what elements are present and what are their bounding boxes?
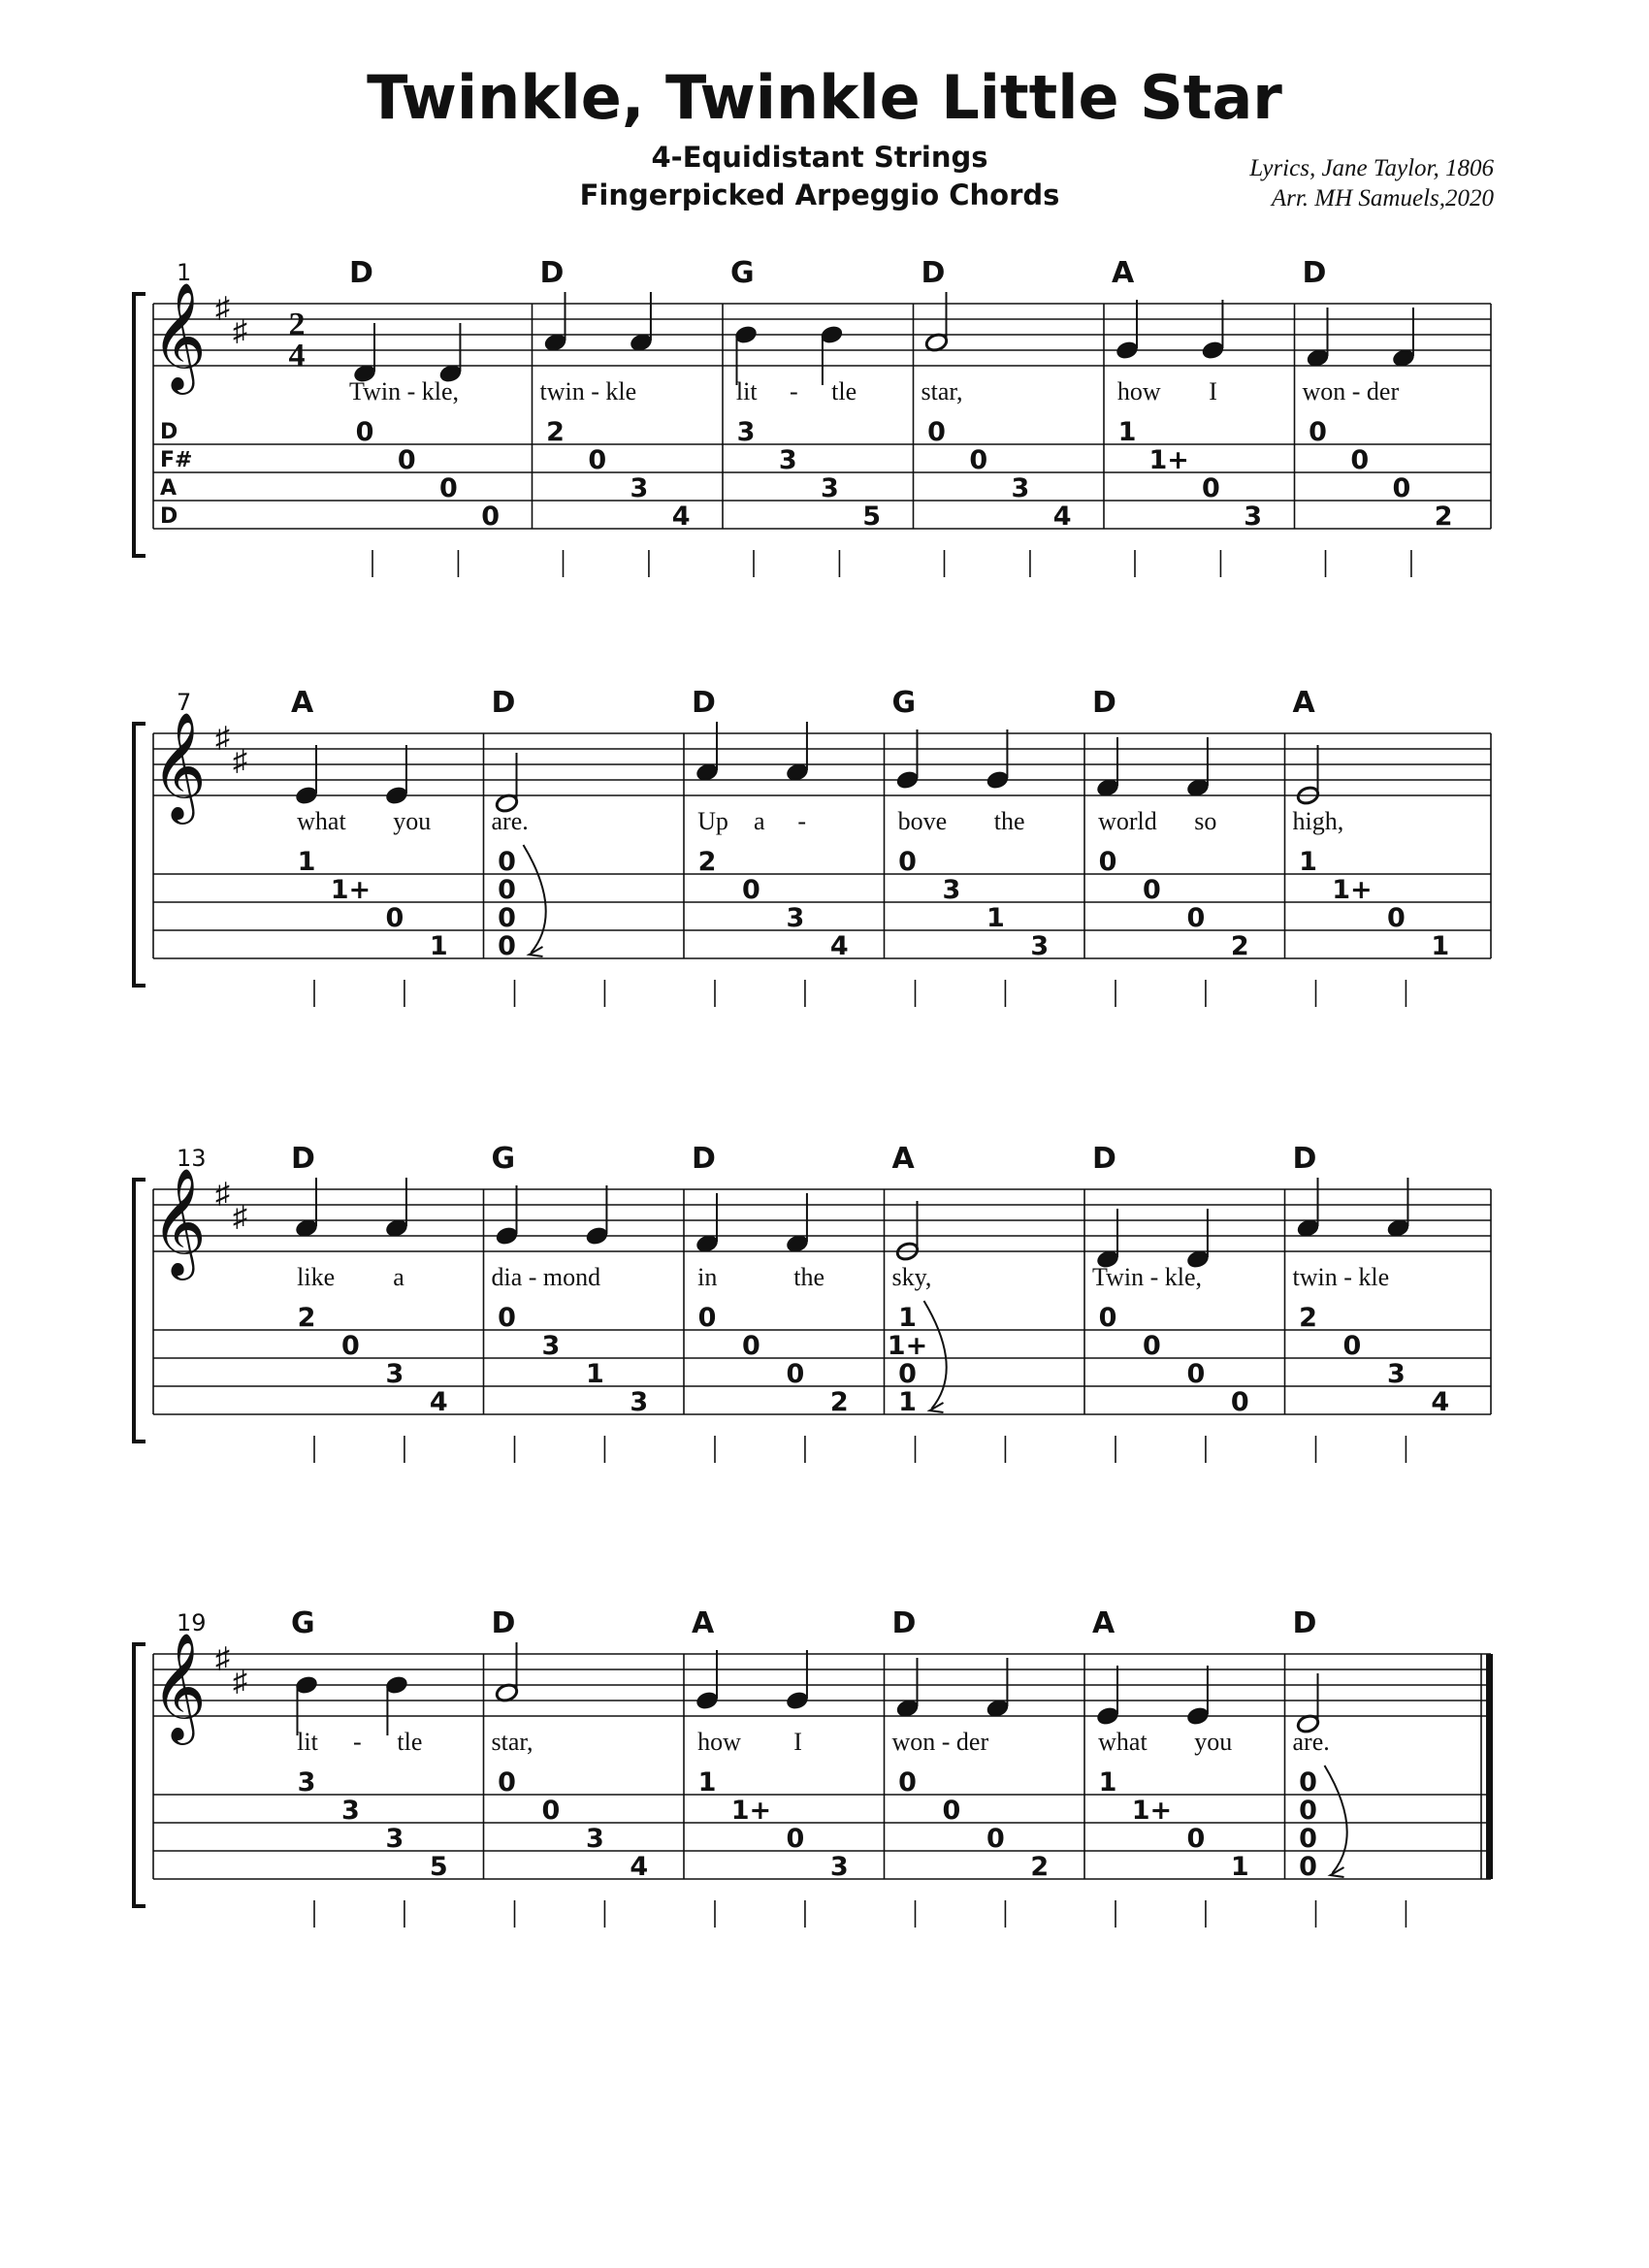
- strum-arrow: [1325, 1766, 1347, 1873]
- tab-fret-number: 0: [786, 1824, 805, 1854]
- tab-fret-number: 3: [630, 473, 649, 503]
- quarter-note: [495, 1225, 519, 1246]
- key-sharp: ♯: [215, 292, 230, 324]
- key-sharp: ♯: [233, 745, 247, 777]
- tab-fret-number: 0: [1230, 1387, 1249, 1417]
- chord-symbol: A: [1292, 686, 1315, 720]
- tab-fret-number: 1: [898, 1303, 917, 1333]
- tab-fret-number: 1: [1299, 847, 1317, 877]
- system-bracket: [134, 294, 146, 556]
- chord-symbol: A: [692, 1606, 715, 1640]
- tab-fret-number: 1: [986, 903, 1005, 933]
- final-barline-thick: [1486, 1654, 1493, 1879]
- tab-fret-number: 3: [585, 1824, 604, 1854]
- lyric: star,: [491, 1728, 534, 1756]
- tab-fret-number: 0: [742, 875, 760, 905]
- lyric: are.: [1292, 1728, 1330, 1756]
- tab-fret-number: 0: [1143, 1331, 1161, 1361]
- lyric: you: [393, 807, 432, 835]
- tab-fret-number: 0: [898, 1359, 917, 1389]
- quarter-note: [1185, 1705, 1210, 1726]
- tab-fret-number: 1: [585, 1359, 604, 1389]
- tab-fret-number: 0: [898, 1767, 917, 1798]
- tab-fret-number: 4: [429, 1387, 448, 1417]
- lyric: lit: [297, 1728, 318, 1756]
- tab-fret-number: 0: [385, 903, 404, 933]
- tab-fret-number: 3: [385, 1824, 404, 1854]
- quarter-note: [1116, 340, 1140, 360]
- tab-fret-number: 0: [1186, 1824, 1206, 1854]
- tab-fret-number: 1: [297, 847, 316, 877]
- quarter-note: [695, 1690, 720, 1710]
- arranger-credit: Arr. MH Samuels,2020: [1271, 185, 1494, 211]
- tab-fret-number: 0: [588, 445, 607, 475]
- lyric: what: [297, 807, 346, 835]
- quarter-note: [895, 769, 920, 790]
- lyric: how: [697, 1728, 741, 1756]
- tab-fret-number: 4: [671, 502, 691, 532]
- tab-fret-number: 0: [355, 417, 374, 447]
- key-sharp: ♯: [233, 315, 247, 347]
- lyric: the: [793, 1263, 825, 1291]
- tab-fret-number: 0: [1098, 847, 1117, 877]
- measure-number: 13: [177, 1145, 207, 1172]
- tab-fret-number: 3: [1011, 473, 1030, 503]
- lyric: Twin - kle,: [349, 377, 459, 405]
- chord-symbol: D: [1092, 686, 1116, 720]
- time-signature-bottom: 4: [288, 338, 306, 373]
- subtitle-style: Fingerpicked Arpeggio Chords: [579, 178, 1060, 211]
- key-sharp: ♯: [233, 1666, 247, 1698]
- strum-arrow: [524, 845, 546, 953]
- tab-fret-number: 0: [397, 445, 416, 475]
- tab-fret-number: 0: [1186, 1359, 1206, 1389]
- tab-fret-number: 0: [1299, 1852, 1317, 1882]
- tab-fret-number: 3: [942, 875, 961, 905]
- system-bracket: [134, 1644, 146, 1906]
- tab-fret-number: 3: [778, 445, 797, 475]
- lyric: so: [1194, 807, 1217, 835]
- tab-fret-number: 0: [1299, 1796, 1317, 1826]
- lyric: tle: [397, 1728, 423, 1756]
- tab-fret-number: 0: [498, 903, 516, 933]
- tab-fret-number: 1: [697, 1767, 717, 1798]
- key-sharp: ♯: [215, 722, 230, 754]
- tab-fret-number: 0: [498, 875, 516, 905]
- subtitle-strings: 4-Equidistant Strings: [651, 141, 988, 174]
- tab-fret-number: 0: [1202, 473, 1220, 503]
- tab-fret-number: 5: [862, 502, 882, 532]
- tab-fret-number: 0: [742, 1331, 760, 1361]
- chord-symbol: D: [1292, 1142, 1317, 1176]
- lyric: -: [797, 807, 807, 835]
- chord-symbol: D: [291, 1142, 315, 1176]
- time-signature-top: 2: [288, 307, 306, 342]
- tab-fret-number: 0: [697, 1303, 717, 1333]
- tab-fret-number: 0: [541, 1796, 561, 1826]
- quarter-note: [1096, 1705, 1120, 1726]
- quarter-note: [1201, 340, 1225, 360]
- tab-fret-number: 0: [898, 847, 917, 877]
- tab-fret-number: 3: [786, 903, 805, 933]
- tab-fret-number: 0: [498, 931, 516, 961]
- lyric: how: [1116, 377, 1161, 405]
- staff-system: [134, 256, 1491, 577]
- key-sharp: ♯: [233, 1201, 247, 1233]
- chord-symbol: G: [730, 256, 755, 290]
- treble-clef: 𝄞: [151, 1635, 207, 1738]
- lyric: bove: [897, 807, 948, 835]
- chord-symbol: D: [692, 686, 716, 720]
- lyric: what: [1098, 1728, 1148, 1756]
- lyric: -: [789, 377, 798, 405]
- lyric: I: [793, 1728, 802, 1756]
- chord-symbol: G: [491, 1142, 516, 1176]
- quarter-note: [295, 785, 319, 805]
- treble-clef: 𝄞: [151, 1170, 207, 1274]
- chord-symbol: D: [491, 686, 516, 720]
- chord-symbol: A: [891, 1142, 915, 1176]
- tab-fret-number: 2: [1030, 1852, 1050, 1882]
- tab-fret-number: 1+: [1131, 1796, 1173, 1826]
- tab-fret-number: 4: [630, 1852, 649, 1882]
- lyric: twin - kle: [1292, 1263, 1390, 1291]
- lyric: Up: [697, 807, 728, 835]
- tab-fret-number: 3: [297, 1767, 316, 1798]
- tab-fret-number: 1+: [330, 875, 372, 905]
- tab-fret-number: 0: [1299, 1767, 1317, 1798]
- tab-fret-number: 1+: [1148, 445, 1189, 475]
- tab-fret-number: 1: [1098, 1767, 1117, 1798]
- system-bracket: [134, 1180, 146, 1442]
- tab-string-name: A: [160, 476, 178, 501]
- lyric: lit: [735, 377, 758, 405]
- chord-symbol: D: [539, 256, 565, 290]
- tab-fret-number: 0: [1350, 445, 1370, 475]
- tab-fret-number: 3: [630, 1387, 649, 1417]
- measure-number: 19: [177, 1609, 207, 1636]
- chord-symbol: D: [491, 1606, 516, 1640]
- lyric: I: [1209, 377, 1217, 405]
- lyric: sky,: [891, 1263, 932, 1291]
- quarter-note: [986, 769, 1010, 790]
- chord-symbol: A: [1092, 1606, 1116, 1640]
- quarter-note: [384, 785, 408, 805]
- page-title: Twinkle, Twinkle Little Star: [367, 62, 1282, 133]
- tab-fret-number: 0: [786, 1359, 805, 1389]
- lyric: the: [993, 807, 1025, 835]
- tab-fret-number: 0: [1309, 417, 1327, 447]
- measure-number: 7: [177, 689, 192, 716]
- tab-fret-number: 3: [541, 1331, 561, 1361]
- staff-system: [134, 1142, 1491, 1463]
- tab-fret-number: 0: [1299, 1824, 1317, 1854]
- chord-symbol: D: [349, 256, 373, 290]
- key-sharp: ♯: [215, 1178, 230, 1210]
- tab-fret-number: 2: [1434, 502, 1453, 532]
- tab-fret-number: 0: [498, 847, 516, 877]
- tab-fret-number: 1+: [730, 1796, 772, 1826]
- lyric: Twin - kle,: [1092, 1263, 1202, 1291]
- tab-fret-number: 3: [829, 1852, 849, 1882]
- tab-string-name: D: [160, 504, 178, 529]
- lyrics-credit: Lyrics, Jane Taylor, 1806: [1249, 155, 1494, 181]
- tab-fret-number: 2: [697, 847, 717, 877]
- treble-clef: 𝄞: [151, 714, 207, 818]
- tab-fret-number: 0: [439, 473, 458, 503]
- key-sharp: ♯: [215, 1642, 230, 1674]
- tab-fret-number: 1: [1230, 1852, 1249, 1882]
- tab-fret-number: 4: [1052, 502, 1072, 532]
- tab-fret-number: 2: [1299, 1303, 1317, 1333]
- tab-fret-number: 0: [1386, 903, 1406, 933]
- staff-system: [134, 686, 1491, 1007]
- measure-number: 1: [177, 259, 192, 286]
- tab-fret-number: 1+: [1332, 875, 1373, 905]
- tab-fret-number: 0: [341, 1331, 360, 1361]
- chord-symbol: D: [891, 1606, 917, 1640]
- tab-fret-number: 2: [546, 417, 565, 447]
- tab-fret-number: 0: [1143, 875, 1161, 905]
- lyric: are.: [491, 807, 529, 835]
- tab-fret-number: 3: [736, 417, 756, 447]
- lyric: star,: [921, 377, 963, 405]
- lyric: in: [697, 1263, 718, 1291]
- lyric: world: [1098, 807, 1157, 835]
- tab-fret-number: 0: [969, 445, 988, 475]
- chord-symbol: G: [891, 686, 917, 720]
- tab-fret-number: 3: [385, 1359, 404, 1389]
- staff-system: [134, 1606, 1493, 1928]
- tab-fret-number: 3: [821, 473, 839, 503]
- chord-symbol: D: [921, 256, 946, 290]
- quarter-note: [785, 1690, 809, 1710]
- tab-fret-number: 0: [1098, 1303, 1117, 1333]
- tab-fret-number: 5: [429, 1852, 448, 1882]
- lyric: you: [1194, 1728, 1233, 1756]
- tab-fret-number: 3: [1386, 1359, 1406, 1389]
- tab-fret-number: 0: [481, 502, 501, 532]
- lyric: like: [297, 1263, 336, 1291]
- chord-symbol: D: [692, 1142, 716, 1176]
- tab-fret-number: 3: [1030, 931, 1050, 961]
- tab-fret-number: 1: [1431, 931, 1450, 961]
- tab-fret-number: 0: [986, 1824, 1005, 1854]
- lyric: -: [352, 1728, 362, 1756]
- lyric: tle: [831, 377, 857, 405]
- treble-clef: 𝄞: [151, 284, 207, 388]
- tab-fret-number: 1+: [887, 1331, 928, 1361]
- chord-symbol: A: [291, 686, 314, 720]
- tab-fret-number: 0: [498, 1303, 516, 1333]
- chord-symbol: D: [1292, 1606, 1317, 1640]
- system-bracket: [134, 724, 146, 986]
- tab-fret-number: 3: [341, 1796, 360, 1826]
- lyric: won - der: [1302, 377, 1400, 405]
- tab-fret-number: 0: [1186, 903, 1206, 933]
- tab-fret-number: 2: [1230, 931, 1249, 961]
- lyric: dia - mond: [491, 1263, 601, 1291]
- tab-string-name: D: [160, 420, 178, 444]
- tab-fret-number: 4: [829, 931, 849, 961]
- tab-fret-number: 0: [1392, 473, 1411, 503]
- lyric: a: [393, 1263, 404, 1291]
- chord-symbol: A: [1112, 256, 1135, 290]
- tab-fret-number: 0: [927, 417, 946, 447]
- chord-symbol: D: [1302, 256, 1327, 290]
- tab-fret-number: 0: [942, 1796, 961, 1826]
- chord-symbol: G: [291, 1606, 315, 1640]
- lyric: won - der: [891, 1728, 989, 1756]
- lyric: high,: [1292, 807, 1344, 835]
- tab-fret-number: 1: [429, 931, 448, 961]
- tab-fret-number: 0: [498, 1767, 516, 1798]
- tab-fret-number: 0: [1342, 1331, 1362, 1361]
- tab-fret-number: 4: [1431, 1387, 1450, 1417]
- lyric: twin - kle: [539, 377, 637, 405]
- quarter-note: [585, 1225, 609, 1246]
- tab-fret-number: 3: [1244, 502, 1263, 532]
- tab-fret-number: 1: [1117, 417, 1137, 447]
- lyric: a: [753, 807, 765, 835]
- tab-string-name: F#: [160, 448, 193, 472]
- tab-fret-number: 2: [829, 1387, 849, 1417]
- tab-fret-number: 1: [898, 1387, 917, 1417]
- chord-symbol: D: [1092, 1142, 1116, 1176]
- tab-fret-number: 2: [297, 1303, 316, 1333]
